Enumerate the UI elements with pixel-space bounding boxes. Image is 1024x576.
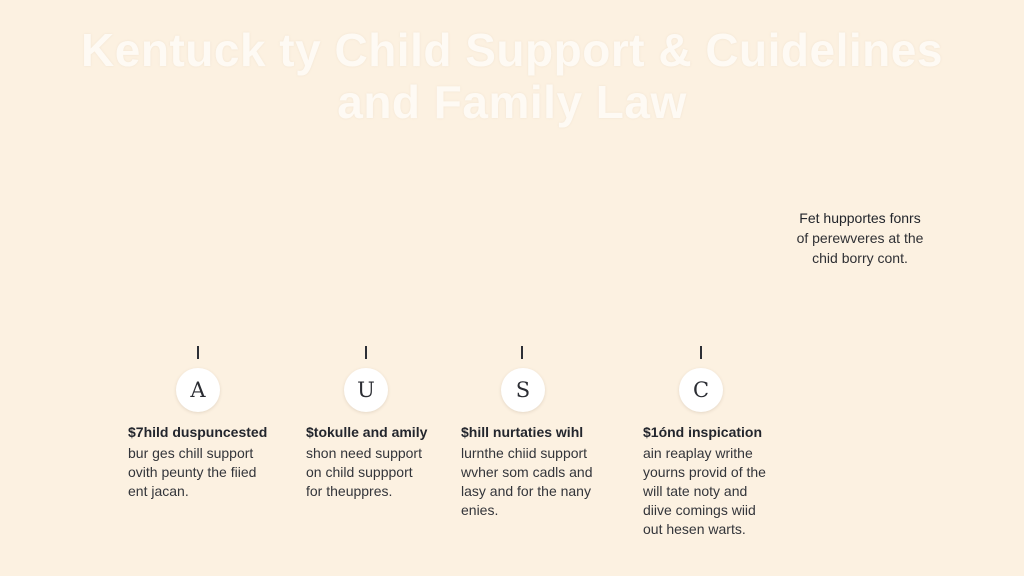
page-title xyxy=(0,24,1024,128)
step-a-body-line: ent jacan. xyxy=(128,483,189,499)
step-u-body-line: for theuppres. xyxy=(306,483,393,499)
side-note-line-1: Fet hupportes fonrs xyxy=(799,210,921,226)
title-line-2: and Family Law xyxy=(337,76,687,128)
step-c-body xyxy=(643,444,843,539)
side-note-line-2: of perewveres at the xyxy=(796,230,924,246)
step-a-body xyxy=(128,444,328,501)
step-u-body-line: on child suppport xyxy=(306,464,413,480)
step-c-title: $1ónd inspication xyxy=(643,424,763,440)
title-line-1: Kentuck ty Child Support & Cuidelines xyxy=(81,24,943,76)
step-c-body-line: out hesen warts. xyxy=(643,521,746,537)
step-u-title: $tokulle and amily xyxy=(306,424,428,440)
side-note-line-3: chid borry cont. xyxy=(812,250,908,266)
step-a-tick xyxy=(197,346,199,359)
step-c-body-line: will tate noty and xyxy=(643,483,748,499)
step-c-body-line: yourns provid of the xyxy=(643,464,766,480)
step-a-title: $7hild duspuncested xyxy=(128,424,268,440)
step-u-tick xyxy=(365,346,367,359)
step-a-letter-badge: A xyxy=(176,368,220,412)
step-s-letter-badge: S xyxy=(501,368,545,412)
step-u-letter-badge: U xyxy=(344,368,388,412)
step-s-body-line: lurnthe chiid support xyxy=(461,445,588,461)
step-c-letter-badge: C xyxy=(679,368,723,412)
step-s-body-line: lasy and for the nany xyxy=(461,483,591,499)
step-s-title: $hill nurtaties wihl xyxy=(461,424,584,440)
step-s-body-line: wvher som cadls and xyxy=(461,464,593,480)
step-a-body-line: bur ges chill support xyxy=(128,445,254,461)
step-s-body xyxy=(461,444,661,520)
step-u-body-line: shon need support xyxy=(306,445,422,461)
side-note xyxy=(760,208,960,268)
step-s-body-line: enies. xyxy=(461,502,499,518)
step-c-body-line: diive comings wiid xyxy=(643,502,756,518)
step-s-tick xyxy=(521,346,523,359)
step-a-body-line: ovith peunty the fiied xyxy=(128,464,257,480)
step-c-body-line: ain reaplay writhe xyxy=(643,445,753,461)
step-c-tick xyxy=(700,346,702,359)
